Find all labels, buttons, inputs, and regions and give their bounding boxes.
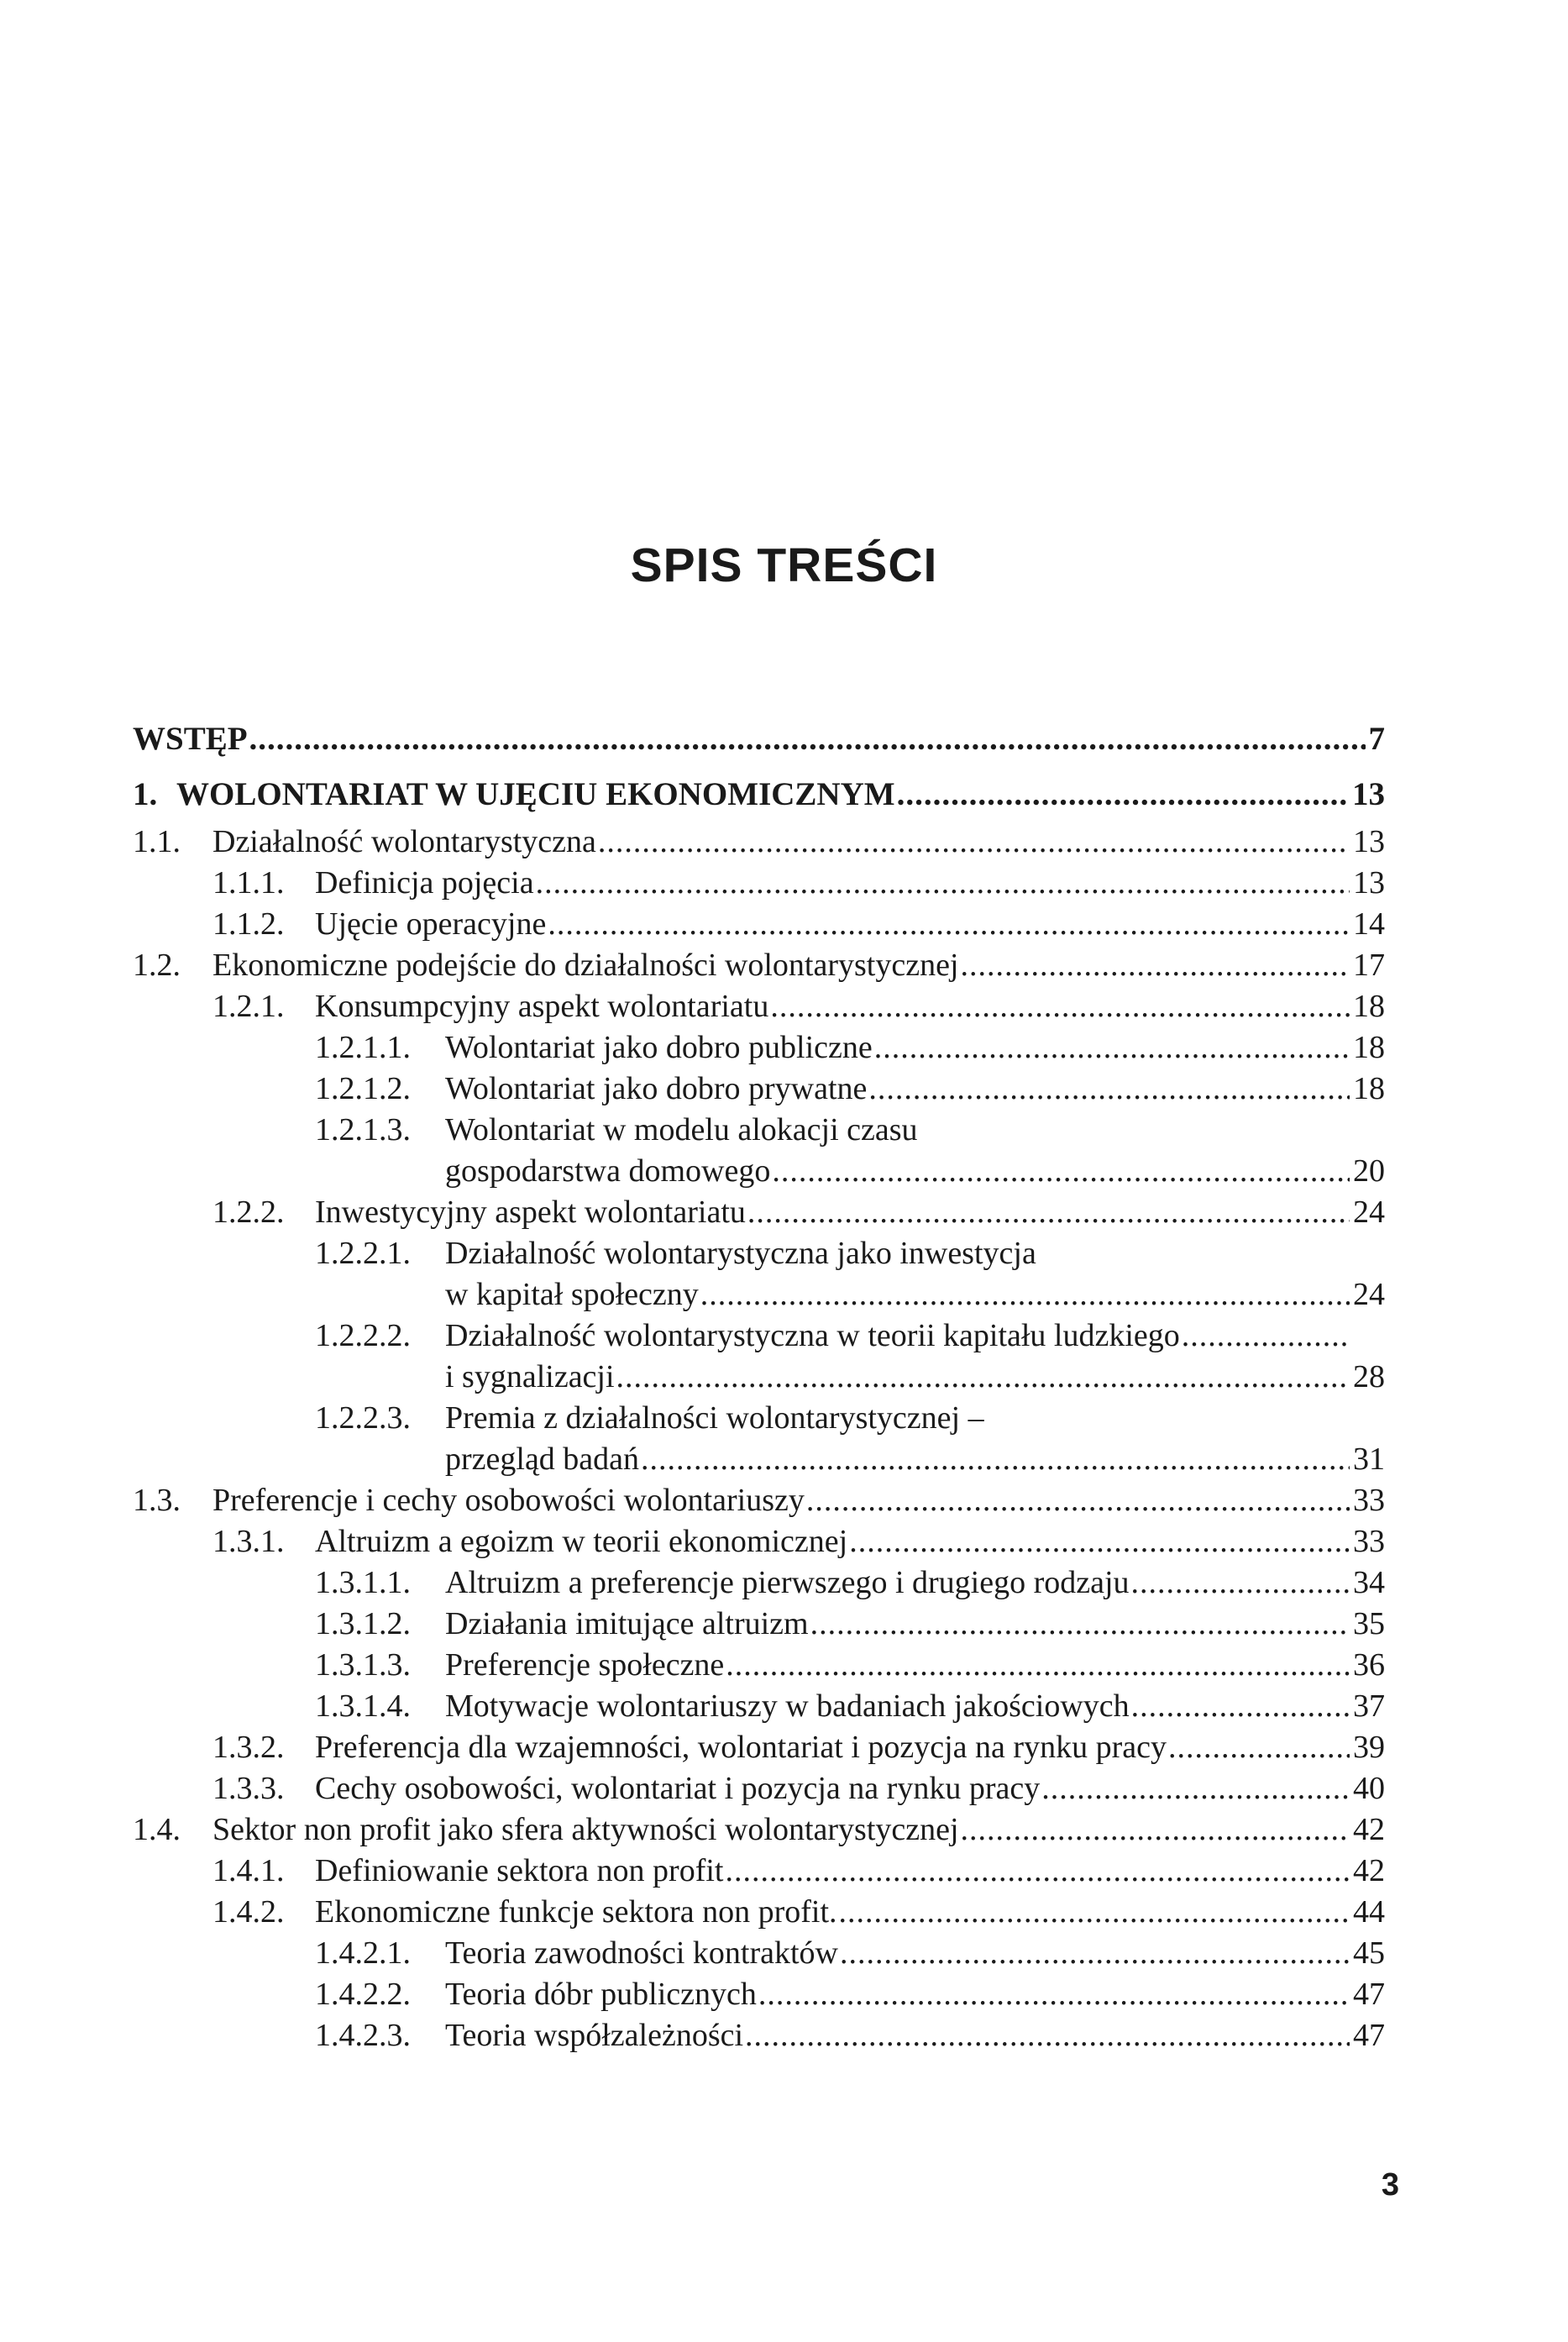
toc-entry-title: Preferencje i cechy osobowości wolontariuszy xyxy=(212,1483,805,1518)
toc-entry[interactable] xyxy=(0,2014,1385,2056)
toc-entry-label xyxy=(212,944,1385,986)
toc-entry-title: Sektor non profit jako sfera aktywności wolontarystycznej xyxy=(212,1812,959,1847)
dot-leader xyxy=(874,1027,1350,1069)
toc-entry-page: 7 xyxy=(1368,721,1385,757)
toc-entry-continuation[interactable] xyxy=(0,1356,1385,1398)
toc-entry-number: 1.1.1. xyxy=(212,865,285,901)
toc-entry-page: 18 xyxy=(1353,1030,1385,1065)
dot-leader xyxy=(772,1150,1350,1192)
dot-leader xyxy=(598,821,1350,863)
toc-entry-title: Teoria zawodności kontraktów xyxy=(445,1935,838,1971)
dot-leader xyxy=(745,2014,1350,2056)
toc-entry-number: 1.2.2.3. xyxy=(315,1400,411,1436)
toc-entry-title: Wolontariat w modelu alokacji czasu xyxy=(445,1112,918,1147)
toc-entry[interactable] xyxy=(0,1644,1385,1686)
dot-leader xyxy=(1131,1562,1350,1604)
toc-entry[interactable] xyxy=(0,1315,1385,1357)
toc-entry-page: 31 xyxy=(1353,1441,1385,1477)
dot-leader xyxy=(700,1273,1350,1315)
toc-entry[interactable] xyxy=(0,1068,1385,1110)
toc-entry-label xyxy=(445,1932,1385,1974)
toc-entry-label xyxy=(445,1232,1385,1274)
toc-entry[interactable] xyxy=(0,1767,1385,1809)
dot-leader xyxy=(840,1932,1350,1974)
toc-entry-title: Wolontariat jako dobro prywatne xyxy=(445,1071,868,1106)
toc-entry-title: Cechy osobowości, wolontariat i pozycja na rynku pracy xyxy=(315,1771,1041,1806)
toc-entry-page: 18 xyxy=(1353,1071,1385,1106)
toc-entry-label xyxy=(445,2014,1385,2056)
toc-entry-page: 24 xyxy=(1353,1277,1385,1312)
toc-entry-number: 1.2. xyxy=(133,948,181,983)
toc-entry-title: Teoria współzależności xyxy=(445,2018,744,2053)
dot-leader xyxy=(1041,1767,1350,1809)
dot-leader xyxy=(249,718,1366,760)
toc-entry-page: 17 xyxy=(1353,948,1385,983)
toc-entry-label xyxy=(315,1891,1385,1933)
toc-entry[interactable] xyxy=(0,821,1385,863)
toc-entry-page: 34 xyxy=(1353,1565,1385,1600)
toc-entry[interactable] xyxy=(0,1191,1385,1233)
toc-entry[interactable] xyxy=(0,1397,1385,1439)
toc-entry-label xyxy=(315,1520,1385,1562)
toc-entry-label xyxy=(445,1273,1385,1315)
toc-entry-label xyxy=(445,1315,1351,1357)
toc-entry-label xyxy=(315,1726,1385,1768)
toc-entry-title: gospodarstwa domowego xyxy=(445,1153,771,1189)
dot-leader xyxy=(806,1479,1350,1521)
toc-entry-label xyxy=(176,774,1385,816)
dot-leader xyxy=(810,1603,1350,1645)
toc-entry-page: 13 xyxy=(1353,865,1385,901)
dot-leader xyxy=(1131,1685,1350,1727)
toc-entry-number: 1.3.2. xyxy=(212,1730,285,1765)
toc-entry-page: 42 xyxy=(1353,1853,1385,1888)
toc-entry-number: 1.3.1.2. xyxy=(315,1606,411,1641)
toc-entry-number: 1.3.1.1. xyxy=(315,1565,411,1600)
toc-entry-title: Premia z działalności wolontarystycznej – xyxy=(445,1400,984,1436)
toc-entry-label xyxy=(315,1850,1385,1892)
toc-entry-title: Motywacje wolontariuszy w badaniach jakościowych xyxy=(445,1688,1130,1724)
toc-entry-page: 35 xyxy=(1353,1606,1385,1641)
toc-entry-title: Konsumpcyjny aspekt wolontariatu xyxy=(315,989,769,1024)
toc-entry-page: 13 xyxy=(1352,776,1385,812)
toc-entry-title: w kapitał społeczny xyxy=(445,1277,699,1312)
toc-entry-page: 36 xyxy=(1353,1647,1385,1683)
toc-entry-label xyxy=(315,1191,1385,1233)
toc-entry[interactable] xyxy=(0,1973,1385,2015)
toc-entry-label xyxy=(133,718,1385,760)
dot-leader xyxy=(1168,1726,1350,1768)
toc-entry[interactable] xyxy=(0,903,1385,945)
toc-entry[interactable] xyxy=(0,985,1385,1027)
dot-leader xyxy=(616,1356,1350,1398)
toc-entry[interactable] xyxy=(0,1891,1385,1933)
toc-entry[interactable] xyxy=(0,944,1385,986)
dot-leader xyxy=(758,1973,1350,2015)
toc-entry-label xyxy=(212,821,1385,863)
toc-entry-title: Ekonomiczne podejście do działalności wolontarystycznej xyxy=(212,948,959,983)
toc-entry-number: 1. xyxy=(133,776,158,812)
toc-entry-page: 24 xyxy=(1353,1195,1385,1230)
toc-entry[interactable] xyxy=(0,718,1385,760)
dot-leader xyxy=(770,985,1350,1027)
toc-entry-continuation[interactable] xyxy=(0,1438,1385,1480)
toc-entry-page: 47 xyxy=(1353,2018,1385,2053)
toc-entry-number: 1.2.1.1. xyxy=(315,1030,411,1065)
toc-entry-title: Altruizm a preferencje pierwszego i drugiego rodzaju xyxy=(445,1565,1130,1600)
dot-leader xyxy=(897,774,1349,816)
toc-entry-title: Ujęcie operacyjne xyxy=(315,906,547,942)
toc-entry[interactable] xyxy=(0,862,1385,904)
toc-entry-title: Definiowanie sektora non profit xyxy=(315,1853,724,1888)
toc-entry-title: WOLONTARIAT W UJĘCIU EKONOMICZNYM xyxy=(176,776,895,812)
toc-entry[interactable] xyxy=(0,1027,1385,1069)
toc-entry-label xyxy=(315,1767,1385,1809)
toc-entry-label xyxy=(445,1397,1385,1439)
toc-entry-title: Preferencje społeczne xyxy=(445,1647,725,1683)
toc-entry-number: 1.3.3. xyxy=(212,1771,285,1806)
toc-entry-number: 1.4.2. xyxy=(212,1894,285,1930)
toc-entry-label xyxy=(445,1150,1385,1192)
toc-entry-number: 1.3. xyxy=(133,1483,181,1518)
toc-entry-number: 1.1. xyxy=(133,824,181,859)
dot-leader xyxy=(839,1891,1350,1933)
toc-entry[interactable] xyxy=(0,1479,1385,1521)
toc-entry-number: 1.3.1.4. xyxy=(315,1688,411,1724)
dot-leader xyxy=(536,862,1350,904)
toc-entry-number: 1.4.1. xyxy=(212,1853,285,1888)
toc-entry-continuation[interactable] xyxy=(0,1150,1385,1192)
toc-entry-number: 1.1.2. xyxy=(212,906,285,942)
toc-entry-title: Ekonomiczne funkcje sektora non profit. xyxy=(315,1894,837,1930)
toc-entry-label xyxy=(315,862,1385,904)
toc-entry-label xyxy=(445,1644,1385,1686)
toc-entry[interactable] xyxy=(0,1685,1385,1727)
toc-entry-number: 1.2.2.2. xyxy=(315,1318,411,1353)
toc-entry-number: 1.2.2.1. xyxy=(315,1236,411,1271)
toc-entry-number: 1.2.2. xyxy=(212,1195,285,1230)
dot-leader xyxy=(961,1809,1350,1851)
dot-leader xyxy=(726,1644,1350,1686)
page-title: SPIS TREŚCI xyxy=(630,538,938,592)
toc-entry-number: 1.4. xyxy=(133,1812,181,1847)
toc-entry-number: 1.4.2.2. xyxy=(315,1977,411,2012)
toc-entry-label xyxy=(445,1973,1385,2015)
toc-entry-page: 13 xyxy=(1353,824,1385,859)
dot-leader xyxy=(641,1438,1350,1480)
toc-entry-number: 1.2.1.3. xyxy=(315,1112,411,1147)
toc-entry-page: 40 xyxy=(1353,1771,1385,1806)
toc-entry-page: 37 xyxy=(1353,1688,1385,1724)
toc-entry-number: 1.3.1. xyxy=(212,1524,285,1559)
toc-entry-title: Działalność wolontarystyczna jako inwestycja xyxy=(445,1236,1036,1271)
toc-entry[interactable] xyxy=(0,1562,1385,1604)
toc-entry[interactable] xyxy=(0,1109,1385,1151)
toc-entry-label xyxy=(445,1027,1385,1069)
toc-entry-label xyxy=(445,1685,1385,1727)
toc-entry-page: 45 xyxy=(1353,1935,1385,1971)
toc-entry-title: Inwestycyjny aspekt wolontariatu xyxy=(315,1195,746,1230)
toc-entry[interactable] xyxy=(0,1932,1385,1974)
toc-entry-label xyxy=(445,1356,1385,1398)
toc-entry-page: 28 xyxy=(1353,1359,1385,1394)
toc-entry-page: 33 xyxy=(1353,1483,1385,1518)
toc-entry-title: przegląd badań xyxy=(445,1441,640,1477)
toc-entry-title: Teoria dóbr publicznych xyxy=(445,1977,757,2012)
toc-entry-title: Działania imitujące altruizm xyxy=(445,1606,809,1641)
toc-entry-label xyxy=(315,903,1385,945)
toc-entry-page: 18 xyxy=(1353,989,1385,1024)
toc-entry-label xyxy=(315,985,1385,1027)
page-number: 3 xyxy=(1381,2167,1399,2203)
toc-entry-label xyxy=(445,1109,1385,1151)
toc-entry-continuation[interactable] xyxy=(0,1273,1385,1315)
toc-entry[interactable] xyxy=(0,1603,1385,1645)
toc-entry-title: Działalność wolontarystyczna w teorii kapitału ludzkiego xyxy=(445,1318,1180,1353)
toc-entry-page: 42 xyxy=(1353,1812,1385,1847)
toc-entry-label xyxy=(212,1479,1385,1521)
toc-entry[interactable] xyxy=(0,1726,1385,1768)
toc-entry-number: 1.2.1.2. xyxy=(315,1071,411,1106)
dot-leader xyxy=(725,1850,1350,1892)
toc-entry[interactable] xyxy=(0,1809,1385,1851)
toc-entry-title: Altruizm a egoizm w teorii ekonomicznej xyxy=(315,1524,848,1559)
toc-entry-page: 33 xyxy=(1353,1524,1385,1559)
toc-entry[interactable] xyxy=(0,1520,1385,1562)
toc-entry-label xyxy=(445,1068,1385,1110)
toc-entry-number: 1.4.2.3. xyxy=(315,2018,411,2053)
toc-entry-number: 1.3.1.3. xyxy=(315,1647,411,1683)
toc-entry-title: Wolontariat jako dobro publiczne xyxy=(445,1030,873,1065)
dot-leader xyxy=(548,903,1350,945)
toc-entry[interactable] xyxy=(0,1232,1385,1274)
toc-entry-number: 1.2.1. xyxy=(212,989,285,1024)
toc-entry-label xyxy=(445,1603,1385,1645)
dot-leader xyxy=(849,1520,1350,1562)
toc-entry-page: 14 xyxy=(1353,906,1385,942)
toc-entry-title: Preferencja dla wzajemności, wolontariat i pozycja na rynku pracy xyxy=(315,1730,1167,1765)
toc-entry-page: 47 xyxy=(1353,1977,1385,2012)
toc-entry-title: WSTĘP xyxy=(133,721,248,757)
dot-leader xyxy=(868,1068,1350,1110)
toc-entry-label xyxy=(445,1438,1385,1480)
toc-entry-label xyxy=(445,1562,1385,1604)
dot-leader xyxy=(747,1191,1350,1233)
toc-entry-page: 39 xyxy=(1353,1730,1385,1765)
toc-entry[interactable] xyxy=(0,1850,1385,1892)
toc-entry-number: 1.4.2.1. xyxy=(315,1935,411,1971)
toc-entry-title: Definicja pojęcia xyxy=(315,865,534,901)
toc-entry-page: 44 xyxy=(1353,1894,1385,1930)
toc-entry-page: 20 xyxy=(1353,1153,1385,1189)
toc-entry-label xyxy=(212,1809,1385,1851)
toc-entry-title: i sygnalizacji xyxy=(445,1359,615,1394)
toc-entry-title: Działalność wolontarystyczna xyxy=(212,824,596,859)
dot-leader xyxy=(961,944,1350,986)
toc-entry[interactable] xyxy=(0,774,1385,816)
dot-leader xyxy=(1182,1315,1348,1357)
